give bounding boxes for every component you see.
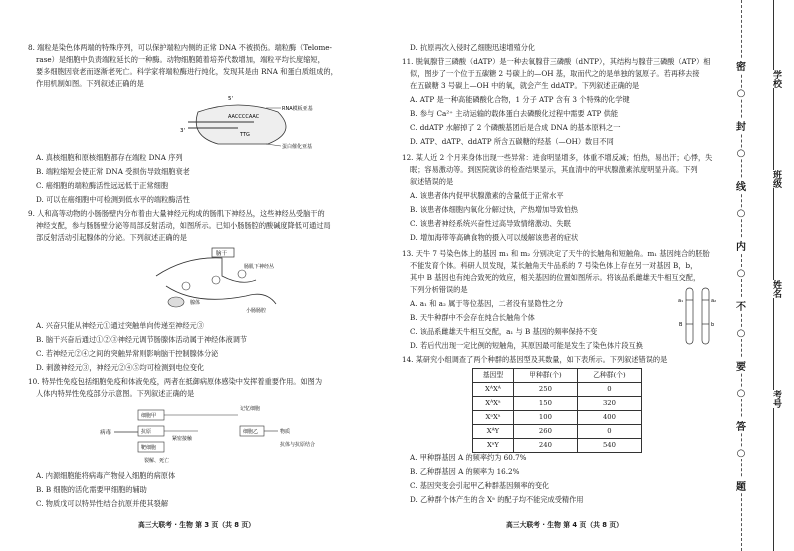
genotype-table <box>472 368 642 453</box>
q9-line2: 神经支配，参与肠肠壁分泌等局部反射活动，如图所示。已知小肠肠腔的酸碱度降低可通过局 <box>36 221 331 230</box>
q9-line3: 部反射活动引起腺体的分泌。下列叙述正确的是 <box>36 233 187 242</box>
q14-option-c: C. 基因突变会引起甲乙种群基因频率的变化 <box>410 481 550 490</box>
q11-line3: 在五碳糖 3 号碳上—OH 中的氧，就会产生 ddATP。下列叙述正确的是 <box>410 81 640 90</box>
q12-line1: 12. 某人近 2 个月来身体出现一些异常：进食明显增多，体重不增反减；怕热，易出汗；心悸，失 <box>402 153 713 162</box>
q11-line2: 似，图步了一个位于五碳糖 2 号碳上的—OH 基，取而代之的是单独的氢原子。若再移去接 <box>410 69 700 78</box>
seal-circle: ○ <box>733 448 749 459</box>
seal-char: 答 <box>733 418 749 433</box>
q11-option-a: A. ATP 是一种高能磷酸化合物，1 分子 ATP 含有 3 个特殊的化学键 <box>410 95 630 104</box>
label-lumen: 小肠肠腔 <box>246 308 267 314</box>
seal-char: 内 <box>733 238 749 253</box>
label-subst: 物质 <box>280 429 291 435</box>
seal-char: 封 <box>733 118 749 133</box>
label-cell1: 细胞甲 <box>141 413 157 419</box>
q13-option-d: D. 若后代出现一定比例的短触角，其原因最可能是发生了染色体片段互换 <box>410 341 643 350</box>
table-row <box>473 425 642 439</box>
exam-number-field-label[interactable]: 考号 <box>763 390 783 408</box>
class-field-label[interactable]: 班级 <box>763 170 783 188</box>
chrom-label-a2: a₂ <box>711 298 717 304</box>
seal-circle: ○ <box>733 88 749 99</box>
binding-strip <box>727 0 794 551</box>
seal-circle: ○ <box>733 328 749 339</box>
table-header: 甲种群(个) <box>513 369 577 383</box>
q9-option-a: A. 兴奋只能从神经元①通过突触单向传递至神经元③ <box>36 321 204 330</box>
label-protein: 蛋白催化亚基 <box>282 144 313 150</box>
q9-option-c: C. 若神经元②④之间的突触异常则影响脑干控制腺体分泌 <box>36 349 219 358</box>
label-gland: 腺体 <box>190 300 201 306</box>
table-row <box>473 383 642 397</box>
table-cell: 100 <box>513 411 577 425</box>
label-lysis: 裂解、死亡 <box>144 458 170 464</box>
q8-line1: 8. 端粒是染色体两端的特殊序列，可以保护端粒内侧的正常 DNA 不被损伤。端粒酶（Telome- <box>28 43 332 52</box>
table-header: 乙种群(个) <box>577 369 641 383</box>
q8-line4: 作用机制如图。下列叙述正确的是 <box>36 79 144 88</box>
q12-option-b: B. 该患者体细胞内氧化分解过快，产热增加导致怕热 <box>410 205 578 214</box>
chrom-label-B: B <box>679 322 683 328</box>
label-ttg: TTG <box>240 132 250 138</box>
q10-line1: 10. 特异性免疫包括细胞免疫和体液免疫，两者在抵御病原体感染中发挥着重要作用。如图为 <box>28 377 323 386</box>
q14-option-b: B. 乙种群基因 A 的频率为 16.2% <box>410 467 520 476</box>
seal-char: 线 <box>733 178 749 193</box>
q10-option-a: A. 内源细胞能将病毒产物侵入细胞的病原体 <box>36 471 176 480</box>
q9-line1: 9. 人和高等动物的小肠肠壁内分布着由大量神经元构成的肠肌下神经丛，这些神经丛受脑干的 <box>28 209 325 218</box>
chrom-label-a1: a₁ <box>678 298 684 304</box>
label-3prime: 3' <box>180 128 186 134</box>
q8-option-a: A. 真核细胞和原核细胞都存在端粒 DNA 序列 <box>36 153 183 162</box>
table-cell: 320 <box>577 397 641 411</box>
seal-char: 密 <box>733 58 749 73</box>
q9-option-b: B. 脑干兴奋后通过①②③神经元调节肠腺体活动属于神经体液调节 <box>36 335 248 344</box>
table-cell: 240 <box>513 439 577 453</box>
q13-option-b: B. 天牛种群中不会存在纯合长触角个体 <box>410 313 535 322</box>
chrom-label-b: b <box>711 322 715 328</box>
q14-option-d: D. 乙种群个体产生的含 Xᵃ 的配子均不能完成受精作用 <box>410 495 584 504</box>
q13-option-a: A. a₁ 和 a₂ 属于等位基因，二者没有显隐性之分 <box>410 299 564 308</box>
q14-option-a: A. 甲种群基因 A 的频率约为 60.7% <box>410 453 527 462</box>
label-virus: 病毒 <box>100 430 112 436</box>
q13-line2: 不能发育个体。科研人员发现，某长触角天牛品系的 7 号染色体上存在另一对基因 B，b， <box>410 261 698 270</box>
immunity-diagram <box>98 402 318 464</box>
q8-line3: 要多细胞因衰老而逐渐老死亡。科学家将端粒酶进行纯化，发现其是由 RNA 和蛋白质组成的， <box>36 67 338 76</box>
q8-option-b: B. 端粒缩短会使正常 DNA 受损伤导致细胞衰老 <box>36 167 190 176</box>
table-cell: XᴬXᴬ <box>473 383 514 397</box>
label-rna-template: RNA模板亚基 <box>282 106 313 112</box>
seal-circle: ○ <box>733 268 749 279</box>
q12-line2: 眠；容易激动等。到医院就诊的检查结果显示，其血清中的甲状腺激素浓度明显升高。下列 <box>410 165 698 174</box>
q11-option-d: D. ATP、dATP、ddATP 所含五碳糖的羟基（—OH）数目不同 <box>410 137 614 146</box>
label-plexus: 肠肌下神经丛 <box>244 264 275 270</box>
q8-option-c: C. 癌细胞的端粒酶活性远远低于正常细胞 <box>36 181 169 190</box>
q10-option-d: D. 抗原再次入侵时乙细胞迅速增殖分化 <box>410 43 536 52</box>
seal-char: 不 <box>733 298 749 313</box>
q9-option-d: D. 刺激神经元③，神经元②④⑤均可检测到电位变化 <box>36 363 205 372</box>
q8-option-d: D. 可以在癌细胞中可检测到低水平的端粒酶活性 <box>36 195 190 204</box>
seal-circle: ○ <box>733 388 749 399</box>
label-memory: 记忆细胞 <box>240 406 261 412</box>
right-footer: 高三大联考 · 生物 第 4 页（共 8 页） <box>506 521 623 529</box>
label-antibody: 抗体与抗原结合 <box>280 442 316 448</box>
seal-circle: ○ <box>733 148 749 159</box>
telomerase-diagram <box>178 92 318 154</box>
chromosome-diagram <box>678 284 718 348</box>
q13-option-c: C. 该品系雌雄天牛相互交配，a₁ 与 B 基因的频率保持不变 <box>410 327 598 336</box>
q11-option-c: C. ddATP 水解掉了 2 个磷酸基团后是合成 DNA 的基本原料之一 <box>410 123 621 132</box>
table-header-row <box>473 369 642 383</box>
label-5prime: 5' <box>228 96 234 102</box>
table-cell: XᵃXᵃ <box>473 411 514 425</box>
q10-line2: 人体内特异性免疫部分示意图。下列叙述正确的是 <box>36 389 195 398</box>
q12-line3: 叙述错误的是 <box>410 177 454 186</box>
q10-option-b: B. B 细胞的活化需要甲细胞的辅助 <box>36 485 147 494</box>
table-row <box>473 439 642 453</box>
table-cell: XᵃY <box>473 439 514 453</box>
q13-line3: 其中 B 基因也有纯合致死的效应，相关基因的位置如图所示。将该品系雌雄天牛相互交配， <box>410 273 701 282</box>
label-contact: 紧密接触 <box>172 436 193 442</box>
right-page <box>402 0 720 551</box>
label-target: 靶细胞 <box>141 445 157 451</box>
label-rna-seq: AACCCCAAC <box>228 114 260 120</box>
school-field-label[interactable]: 学校 <box>763 70 783 88</box>
q12-option-c: C. 该患者神经系统兴奋性过高导致情绪激动、失眠 <box>410 219 571 228</box>
label-brainstem: 脑干 <box>216 251 228 257</box>
left-page <box>28 0 388 551</box>
table-cell: XᴬY <box>473 425 514 439</box>
q8-line2: rase）是细胞中负责端粒延长的一种酶。动物细胞随着培养代数增加，端粒平均长度缩短， <box>36 55 325 64</box>
q11-option-b: B. 参与 Ca²⁺ 主动运输的载体蛋白去磷酸化过程中需要 ATP 供能 <box>410 109 619 118</box>
q11-line1: 11. 脱氧腺苷三磷酸（dATP）是一种去氧腺苷三磷酸（dNTP），其结构与腺苷三磷酸（ATP）相 <box>402 57 711 66</box>
label-cells: 细胞乙 <box>243 429 259 435</box>
label-antigen: 抗原 <box>141 429 152 435</box>
seal-char: 要 <box>733 358 749 373</box>
q12-option-d: D. 增加海带等高碘食物的摄入可以缓解该患者的症状 <box>410 233 579 242</box>
table-cell: 400 <box>577 411 641 425</box>
q14-line1: 14. 某研究小组调查了两个种群的基因型及其数量，如下表所示。下列叙述错误的是 <box>402 355 668 364</box>
q12-option-a: A. 该患者体内促甲状腺激素的含量低于正常水平 <box>410 191 564 200</box>
table-cell: XᴬXᵃ <box>473 397 514 411</box>
table-row <box>473 411 642 425</box>
q13-line1: 13. 天牛 7 号染色体上的基因 m₁ 和 m₂ 分别决定了天牛的长触角和短触角。m₁ 基因纯合的胚胎 <box>402 249 710 258</box>
name-field-label[interactable]: 姓名 <box>763 280 783 298</box>
seal-char: 题 <box>733 478 749 493</box>
seal-circle: ○ <box>733 208 749 219</box>
table-row <box>473 397 642 411</box>
q13-line4: 下列分析错误的是 <box>410 285 468 294</box>
table-cell: 250 <box>513 383 577 397</box>
enteric-nerve-diagram <box>146 246 286 314</box>
table-cell: 0 <box>577 383 641 397</box>
q10-option-c: C. 物质戊可以特异性结合抗原并使其裂解 <box>36 499 169 508</box>
table-cell: 540 <box>577 439 641 453</box>
left-footer: 高三大联考 · 生物 第 3 页（共 8 页） <box>138 521 255 529</box>
table-header: 基因型 <box>473 369 514 383</box>
table-cell: 260 <box>513 425 577 439</box>
table-cell: 150 <box>513 397 577 411</box>
table-cell: 0 <box>577 425 641 439</box>
